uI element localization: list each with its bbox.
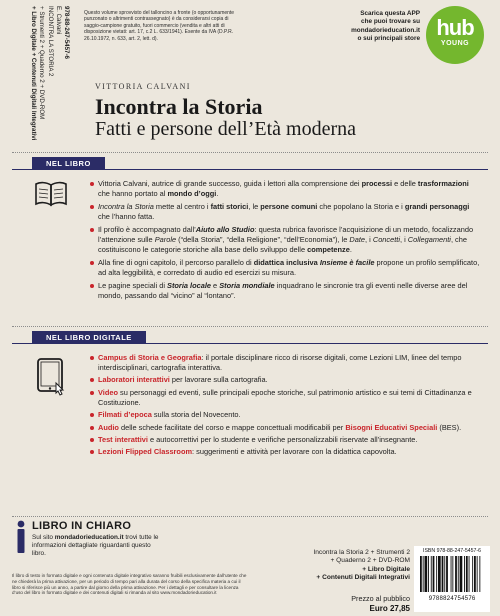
- digital-license-note: Il libro di testo in formato digitale e ogni contenuto digitale integrativo saranno fruibili esclusivamente dall’utente che ne chiederà la prima attivazione, per un periodo di tempo pari alla durata del corso della specifica materia a cui il libro si riferisce più un anno, a partire dal giorno della prima attivazione. Per i dettagli e per consultare la licenza d’uso del libro in formato digitale e dei contenuti digitali si rimanda al sito www.mondadorieducation.it: [12, 573, 247, 596]
- list-item-text: per lavorare sulla cartografia.: [169, 375, 268, 385]
- list-item-text: Date: [349, 235, 366, 244]
- barcode-bar: [431, 556, 432, 592]
- barcode-bar: [460, 556, 463, 592]
- list-item-text: : suggerimenti e attività per lavorare con la didattica capovolta.: [192, 447, 397, 457]
- list-item: [90, 375, 480, 385]
- tablet-touch-icon: [36, 357, 68, 397]
- list-item-text: .: [216, 189, 219, 198]
- bullet-dot-icon: [90, 438, 94, 442]
- barcode-bar: [477, 556, 478, 592]
- open-book-icon: [34, 181, 68, 207]
- price-value: Euro 27,85: [369, 604, 410, 613]
- list-item-text: trasformazioni: [417, 179, 469, 188]
- hub-promo-line: o sui principali store: [357, 34, 420, 42]
- list-item: [90, 225, 480, 255]
- list-item: [90, 179, 480, 199]
- list-item-text: che hanno portato al: [98, 189, 168, 198]
- list-item-text: : questa rubrica favorisce l’acquisizione di un metodo, focalizzando l’attenzione sulle: [98, 225, 474, 244]
- list-item: [90, 388, 480, 408]
- bullet-dot-icon: [90, 228, 94, 232]
- libro-in-chiaro-title: LIBRO IN CHIARO: [32, 520, 132, 532]
- list-item-text: , i: [365, 235, 373, 244]
- barcode-bar: [436, 556, 437, 592]
- list-item-text: e: [210, 281, 220, 290]
- list-item-text: Lezioni Flipped Classroom: [98, 447, 193, 457]
- lc-text-post: trovi tutte le informazioni dettagliate riguardanti questo libro.: [32, 534, 159, 557]
- list-item: [90, 202, 480, 222]
- vertical-isbn-block: [12, 6, 84, 141]
- list-item-text: che popolano la Storia e i: [317, 202, 405, 211]
- lc-site-link[interactable]: mondadorieducation.it: [54, 534, 124, 541]
- bottom-divider: [12, 516, 488, 517]
- list-item-text: Incontra la Storia: [98, 202, 154, 211]
- bullet-dot-icon: [90, 391, 94, 395]
- features-list: [90, 179, 480, 304]
- libro-in-chiaro-block: [12, 520, 162, 580]
- barcode-bar: [464, 556, 465, 592]
- barcode-icon: [418, 556, 486, 602]
- list-item-text: Aiuto allo Studio: [195, 225, 255, 234]
- section-nel-libro: [12, 152, 488, 324]
- pack-line-bold: + Libro Digitale: [362, 565, 410, 573]
- lc-text-pre: Sul sito: [32, 534, 55, 541]
- bullet-dot-icon: [90, 450, 94, 454]
- list-item-text: (BES).: [437, 422, 462, 432]
- barcode-bar: [466, 556, 468, 592]
- barcode-bar: [455, 556, 457, 592]
- barcode-bar: [425, 556, 428, 592]
- bullet-dot-icon: [90, 413, 94, 417]
- list-item-text: Video: [98, 387, 118, 397]
- barcode-isbn: ISBN 978-88-247-5457-6: [423, 548, 481, 554]
- hub-logo-word: hub: [436, 15, 474, 40]
- isbn-rotated-text: [29, 6, 70, 141]
- isbn-line: + Libro Digitale + Contenuti Digitali Integrativi: [30, 6, 38, 141]
- list-item-text: su personaggi ed eventi, sulle principali epoche storiche, sul patrimonio artistico e sui temi di Cittadinanza e Costituzione.: [98, 387, 472, 407]
- barcode-bar: [474, 556, 476, 592]
- list-item: [90, 435, 480, 445]
- list-item-text: mette al centro i: [153, 202, 211, 211]
- list-item-text: e autocorrettivi per lo studente e verifiche personalizzabili riservate all’insegnante.: [147, 434, 418, 444]
- list-item-text: Parole: [154, 235, 177, 244]
- hub-logo-sub: YOUNG: [440, 40, 470, 47]
- bullet-dot-icon: [90, 378, 94, 382]
- list-item-text: Audio: [98, 422, 119, 432]
- list-item-text: propone un profilo semplificato, ad alta leggibilità, e corredato di audio ed esercizi su misura.: [98, 258, 480, 277]
- list-item-text: Laboratori interattivi: [98, 375, 170, 385]
- list-item-text: Alla fine di ogni capitolo, il percorso parallelo di: [98, 258, 254, 267]
- legal-notice: Questo volume sprovvisto del talloncino a fronte (o opportunamente punzonato o altrimenti contrassegnato) è da considerarsi copia di saggio-campione gratuito, fuori commercio (vendita e altri atti di disposizione vietati: art. 17, c.2 L. 633/1941). Esente da IVA (D.P.R. 26.10.1972, n. 633, art. 2, lett. d).: [84, 10, 235, 42]
- list-item-text: inquadrano le sincronie tra gli eventi nelle diverse aree del mondo, passando dal “vicino” al “lontano”.: [98, 281, 468, 300]
- bullet-dot-icon: [90, 284, 94, 288]
- list-item: [90, 447, 480, 457]
- cover-header: [0, 0, 500, 150]
- hub-app-promo: [310, 10, 420, 43]
- list-item-text: didattica inclusiva: [253, 258, 320, 267]
- pack-line-bold: + Contenuti Digitali Integrativi: [316, 574, 410, 582]
- book-subtitle: Fatti e persone dell’Età moderna: [95, 118, 357, 140]
- barcode-bar: [428, 556, 429, 592]
- hub-promo-line: che puoi trovare su: [361, 18, 420, 26]
- book-title: Incontra la Storia: [95, 94, 263, 119]
- bullet-dot-icon: [90, 205, 94, 209]
- barcode-bar: [479, 556, 480, 592]
- bullet-dot-icon: [90, 356, 94, 360]
- section-label: NEL LIBRO: [32, 157, 105, 170]
- section-header-bar: [12, 331, 488, 344]
- hub-promo-line: Scarica questa APP: [360, 10, 420, 17]
- list-item-text: Collegamenti: [407, 235, 451, 244]
- list-item-text: delle schede facilitate del corso e mappe concettuali modificabili per: [118, 422, 346, 432]
- barcode-bar: [446, 556, 448, 592]
- list-item: [90, 281, 480, 301]
- hub-young-logo[interactable]: [426, 6, 484, 64]
- barcode-bar: [469, 556, 470, 592]
- list-item-text: Il profilo è accompagnato dall’: [98, 225, 196, 234]
- barcode-bar: [433, 556, 435, 592]
- pack-line: + Quaderno 2 + DVD-ROM: [330, 557, 410, 565]
- list-item-text: , le: [248, 202, 261, 211]
- isbn-line: 978-88-247-5457-6: [63, 6, 70, 59]
- list-item-text: grandi personaggi: [404, 202, 470, 211]
- bullet-dot-icon: [90, 426, 94, 430]
- barcode-bar: [438, 556, 441, 592]
- barcode-bar: [423, 556, 424, 592]
- info-person-icon: [14, 520, 28, 554]
- list-item-text: Vittoria Calvani, autrice di grande successo, guida i lettori alla comprensione dei: [98, 179, 362, 188]
- list-item-text: Concetti: [372, 235, 400, 244]
- author-name: VITTORIA CALVANI: [95, 82, 191, 91]
- section-label: NEL LIBRO DIGITALE: [32, 331, 146, 344]
- package-contents: [300, 549, 410, 583]
- list-item-text: persone comuni: [260, 202, 318, 211]
- pack-line: Incontra la Storia 2 + Strumenti 2: [313, 549, 410, 556]
- barcode-bar: [458, 556, 459, 592]
- isbn-line: E. Calvani: [54, 6, 62, 35]
- barcode-digits: 9788824754576: [428, 595, 476, 602]
- list-item-text: Filmati d’epoca: [98, 410, 152, 420]
- bullet-dot-icon: [90, 182, 94, 186]
- list-item: [90, 353, 480, 373]
- barcode-bar: [451, 556, 452, 592]
- list-item: [90, 258, 480, 278]
- isbn-line: INCONTRA LA STORIA 2: [46, 6, 54, 77]
- isbn-line: + Strumenti 2 + Quaderno 2 + DVD-ROM: [38, 6, 46, 120]
- list-item-text: , i: [399, 235, 408, 244]
- list-item-text: fatti storici: [210, 202, 249, 211]
- list-item-text: Insieme è facile: [319, 258, 375, 267]
- list-item-text: Campus di Storia e Geografia: [98, 353, 202, 362]
- list-item-text: processi: [361, 179, 393, 188]
- list-item: [90, 410, 480, 420]
- digital-features-list: [90, 353, 480, 460]
- list-item-text: Storia locale: [167, 281, 211, 290]
- list-item-text: Bisogni Educativi Speciali: [345, 422, 438, 432]
- list-item-text: .: [349, 245, 352, 254]
- list-item-text: mondo d’oggi: [167, 189, 217, 198]
- hub-promo-line: mondadorieducation.it: [351, 26, 420, 34]
- list-item-text: e delle: [392, 179, 418, 188]
- barcode-bar: [472, 556, 473, 592]
- barcode-block: [414, 546, 490, 612]
- list-item-text: che l’hanno fatta.: [98, 212, 155, 221]
- list-item: [90, 423, 480, 433]
- libro-in-chiaro-text: [32, 534, 162, 557]
- section-header-bar: [12, 157, 488, 170]
- list-item-text: Test interattivi: [98, 434, 148, 444]
- price-label: Prezzo al pubblico: [351, 594, 410, 603]
- list-item-text: (“della Storia”, “della Religione”, “dell’Economia”), le: [176, 235, 350, 244]
- section-nel-libro-digitale: [12, 326, 488, 514]
- barcode-bar: [420, 556, 422, 592]
- barcode-bar: [444, 556, 445, 592]
- list-item-text: Storia mondiale: [219, 281, 275, 290]
- barcode-bar: [452, 556, 453, 592]
- barcode-bar: [442, 556, 444, 592]
- bullet-dot-icon: [90, 261, 94, 265]
- list-item-text: : il portale disciplinare ricco di risorse digitali, come Lezioni LIM, linee del tempo interdisciplinari, cartografia interattiva.: [98, 353, 462, 372]
- list-item-text: , che costituiscono le categorie storiche alla base dello sviluppo delle: [98, 235, 467, 254]
- list-item-text: sulla storia del Novecento.: [151, 410, 241, 420]
- list-item-text: Le pagine speciali di: [98, 281, 168, 290]
- list-item-text: competenze: [307, 245, 350, 254]
